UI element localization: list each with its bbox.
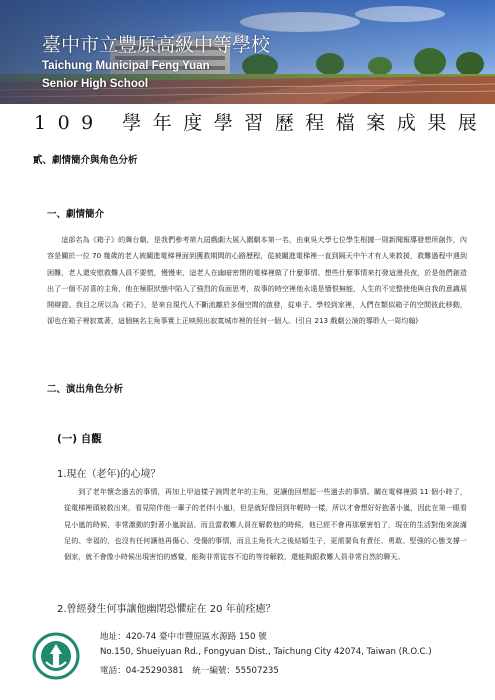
question-1: 1.現在（老年)的心境？ [57, 469, 161, 480]
footer-phone: 電話：04-25290381 統一編號：55507235 [100, 666, 279, 676]
school-name-en-line1: Taichung Municipal Feng Yuan [42, 60, 210, 72]
question-2: 2.曾經發生何事讓他幽閉恐懼症在 20 年前痊癒？ [57, 604, 276, 615]
school-name-en-line2: Senior High School [42, 78, 149, 90]
footer-address-en: No.150, Shueiyuan Rd., Fongyuan Dist., Taichung City 42074, Taiwan (R.O.C.) [100, 647, 432, 657]
header-banner [0, 0, 495, 104]
plot-summary-paragraph: 這部名為《箱子》的舞台劇，是我們參考第九屆戲劇大展入圍劇本第一名，由東吳大學七位學生根據一則新聞報導發想所創作，內容是關於一位 70 幾歲的老人被關進電梯裡面到獲救期間的心路歷程，從被關進電梯裡一直到隔天中午才有人來救援，救難過程中遇到困難，老人還安慰救難人員不要慌，慢慢來，這老人在幽暗密閉的電梯裡做了什麼事情、想些什麼事情來打發這漫長夜，於是他們創造出了一個不討喜的主角，他在極限狀態中陷入了強烈的負面思考，故事的時空裡他永遠是憤恨無能，人生的不完整使他與自我的意識展開辯證。我目之所以為《箱子》，是來自現代人不斷流離於多個空間的啟發，從車子、學校到家裡，人們在類似箱子的空間彼此移動，卻也在箱子裡寂寞著，這個無名主角事實上正映照出寂寞城市裡的任何一個人。(引自 213 戲劇公演的導聆人一周均翰) [47, 235, 467, 326]
footer-address: 地址：420-74 臺中市豐原區水源路 150 號 [100, 632, 267, 642]
school-name-zh: 臺中市立豐原高級中等學校 [42, 34, 271, 56]
question-1-answer: 到了老年懷念過去的事情，再加上甲這樣子詢問老年的主角，更讓他回想起一些過去的事情。關在電梯裡頭 11 個小時了，從電梯裡頭被救出來，看見陪伴他一輩子的老伴(小嵐)，但是就好像回到年輕時一樣，所以才會想好好抱著小嵐，因此在第一眼看見小嵐的時候，非常激動的對著小嵐說話，而且當救難人員在解救他的時候，他已經不會再那麼害怕了，現在的生活對他來說滿足的、幸福的，也沒有任何讓他再傷心、受傷的事情，而且主角長大之後結婚生子，更需要負有責任、勇敢、堅強的心態支撐一個家，就不會像小時候出現害怕的感覺，能夠非常從容不迫的等待解救，還能夠跟救難人員非常自然的聊天。 [64, 487, 467, 562]
section-main-heading: 貳、劇情簡介與角色分析 [33, 155, 138, 166]
page-title: 109 學年度學習歷程檔案成果展 [34, 112, 489, 134]
section-one-heading: 一、劇情簡介 [47, 209, 105, 220]
school-logo-icon [32, 632, 80, 680]
section-two-heading: 二、演出角色分析 [47, 384, 124, 395]
subsection-heading: (一) 自觀 [57, 433, 102, 445]
